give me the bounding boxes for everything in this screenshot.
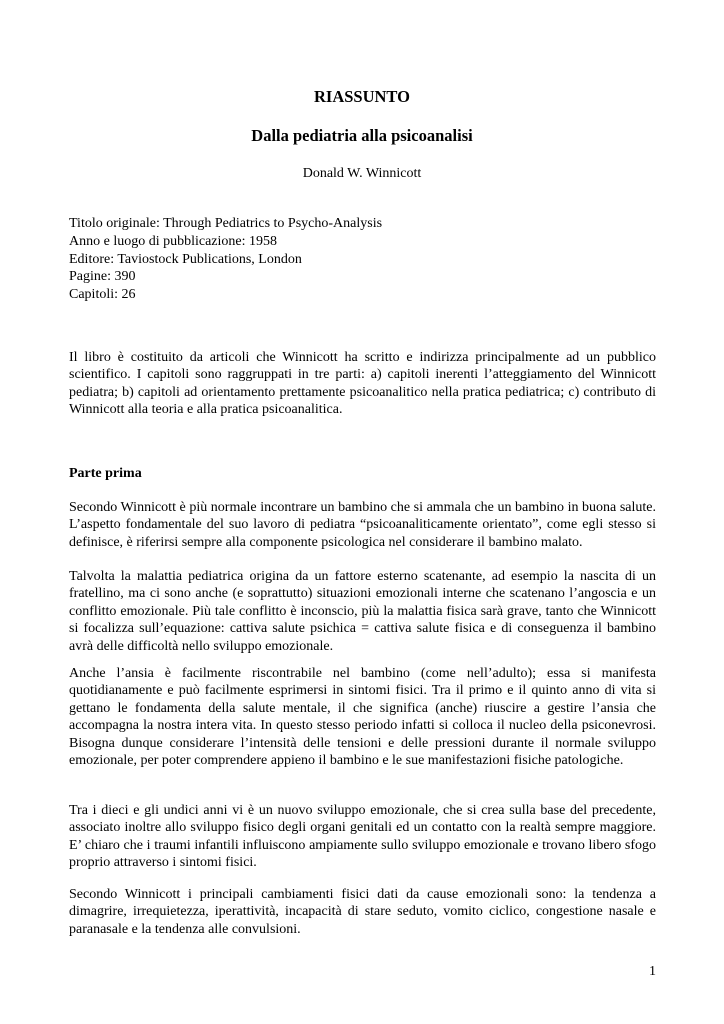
metadata-chapters: Capitoli: 26 xyxy=(69,287,136,303)
document-subtitle: Dalla pediatria alla psicoanalisi xyxy=(251,126,473,145)
document-author: Donald W. Winnicott xyxy=(302,166,422,181)
paragraph-5: Secondo Winnicott i principali cambiamenti fisici dati da cause emozionali sono: la tendenza a dimagrire, irrequietezza, iperattività, incapacità di stare seduto, vomito ciclico, congestione nasale e paranasale e la tendenza alle convulsioni. xyxy=(69,887,656,937)
metadata-year-place: Anno e luogo di pubblicazione: 1958 xyxy=(69,233,278,249)
paragraph-2: Talvolta la malattia pediatrica origina da un fattore esterno scatenante, ad esempio la nascita di un fratellino, ma ci sono anche (e soprattutto) situazioni emozionali interne che scatenano l’angoscia e un conflitto emozionale. Più tale conflitto è inconscio, più la malattia fisica sarà grave, tanto che Winnicott si focalizza sull’equazione: cattiva salute psichica = cattiva salute fisica e di conseguenza il bambino avrà delle difficoltà nello sviluppo emozionale. xyxy=(69,569,656,654)
metadata-pages: Pagine: 390 xyxy=(69,269,136,285)
metadata-original-title: Titolo originale: Through Pediatrics to Psycho-Analysis xyxy=(69,216,383,231)
paragraph-3: Anche l’ansia è facilmente riscontrabile nel bambino (come nell’adulto); essa si manifesta quotidianamente e può facilmente esprimersi in sintomi fisici. Tra il primo e il quinto anno di vita si gettano le fondamenta della salute mentale, il che significa (anche) riuscire a gestire l’ansia che accompagna la nostra intera vita. In questo stesso periodo infatti si colloca il nucleo della psiconevrosi. Bisogna dunque considerare l’intensità delle tensioni e delle pressioni durante il normale sviluppo emozionale, per poter comprendere appieno il bambino e le sue manifestazioni fisiche patologiche. xyxy=(69,666,656,769)
paragraph-1: Secondo Winnicott è più normale incontrare un bambino che si ammala che un bambino in buona salute. L’aspetto fondamentale del suo lavoro di pediatra “psicoanaliticamente orientato”, come egli stesso si definisce, è riferirsi sempre alla componente psicologica nel considerare il bambino malato. xyxy=(69,500,656,550)
section-heading: Parte prima xyxy=(69,466,142,481)
document-title: RIASSUNTO xyxy=(314,87,410,106)
page-number: 1 xyxy=(649,964,656,979)
metadata-publisher: Editore: Taviostock Publications, London xyxy=(69,251,302,267)
intro-paragraph: Il libro è costituito da articoli che Winnicott ha scritto e indirizza principalmente ad un pubblico scientifico. I capitoli sono raggruppati in tre parti: a) capitoli inerenti l’atteggiamento del Winnicott pediatra; b) capitoli ad orientamento prettamente psicoanalitico nella pratica pediatrica; c) contributo di Winnicott alla teoria e alla pratica psicoanalitica. xyxy=(69,350,656,418)
book-metadata xyxy=(69,215,669,304)
paragraph-4: Tra i dieci e gli undici anni vi è un nuovo sviluppo emozionale, che si crea sulla base del precedente, associato inoltre allo sviluppo fisico degli organi genitali ed un contatto con la realtà sempre maggiore. E’ chiaro che i traumi infantili influiscono ampiamente sullo sviluppo emozionale e trovano libero sfogo proprio attraverso i sintomi fisici. xyxy=(69,803,656,871)
